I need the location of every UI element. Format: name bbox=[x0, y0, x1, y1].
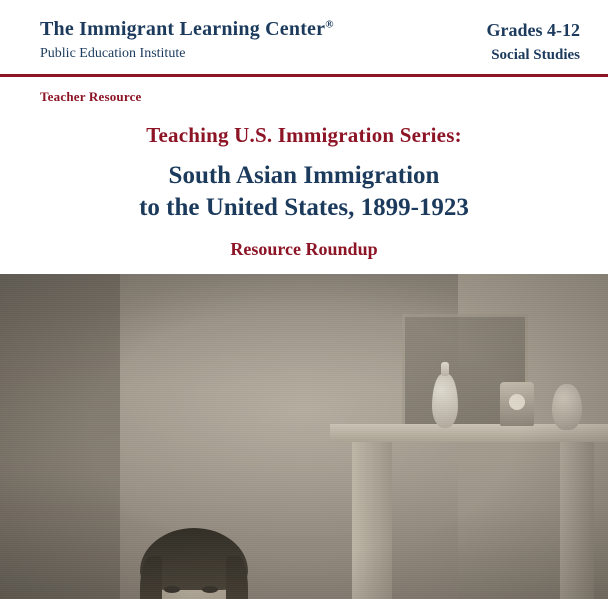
photo-decanter bbox=[432, 374, 458, 428]
photo-mantel-column-right bbox=[560, 442, 594, 599]
photo-woman-eye-left bbox=[164, 586, 180, 593]
grade-level: Grades 4-12 bbox=[486, 20, 580, 40]
organization-block bbox=[40, 18, 334, 63]
photo-vase bbox=[552, 384, 582, 430]
page-title-line-2: to the United States, 1899-1923 bbox=[139, 194, 469, 222]
photo-wall-left bbox=[0, 274, 120, 599]
organization-subtitle: Public Education Institute bbox=[40, 46, 186, 61]
photo-woman-hair-left bbox=[140, 556, 162, 599]
organization-name bbox=[40, 18, 334, 41]
resource-type-label: Teacher Resource bbox=[40, 88, 142, 104]
title-area bbox=[0, 77, 608, 274]
photo-mantel-column-left bbox=[352, 442, 392, 599]
cover-photograph bbox=[0, 274, 608, 599]
subject-area: Social Studies bbox=[491, 46, 580, 63]
grade-subject-block bbox=[487, 18, 581, 64]
series-title: Teaching U.S. Immigration Series: bbox=[146, 122, 462, 147]
photo-woman-eye-right bbox=[202, 586, 218, 593]
photo-mantel-clock bbox=[500, 382, 534, 426]
page-title-line-1: South Asian Immigration bbox=[168, 161, 440, 189]
organization-name-text: The Immigrant Learning Center bbox=[40, 18, 326, 40]
registered-trademark-icon: ® bbox=[325, 18, 334, 31]
page-title bbox=[40, 160, 568, 225]
page-subtitle: Resource Roundup bbox=[230, 238, 378, 259]
document-header bbox=[0, 0, 608, 74]
